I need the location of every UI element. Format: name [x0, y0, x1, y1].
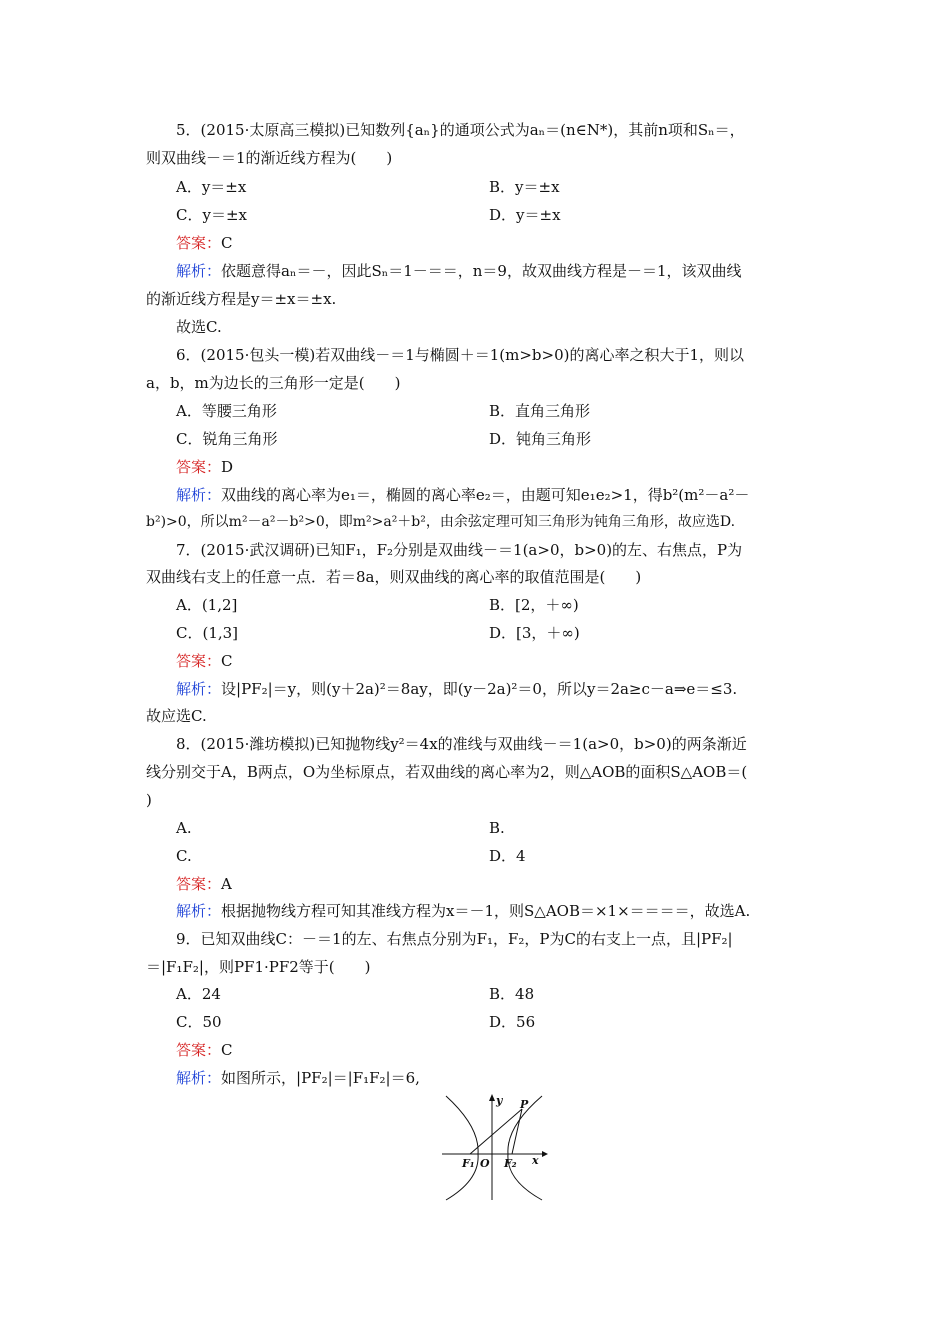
q7-option-d: D．[3，＋∞): [489, 624, 580, 642]
q9-option-b: B．48: [489, 985, 535, 1003]
q8-option-d: D．4: [489, 847, 526, 865]
q8-option-b: B.: [489, 819, 505, 837]
q8-stem-line1: 8．(2015·潍坊模拟)已知抛物线y²＝4x的准线与双曲线－＝1(a>0，b>0)的两条渐近: [176, 735, 747, 753]
answer-value: C: [221, 234, 233, 252]
explanation-text: 设|PF₂|＝y，则(y＋2a)²＝8ay，即(y－2a)²＝0，所以y＝2a≥c－a⇒e＝≤3.: [221, 680, 738, 698]
label-f1: F₁: [462, 1157, 475, 1170]
hyperbola-figure: [440, 1092, 550, 1202]
label-f2: F₂: [504, 1157, 517, 1170]
q5-explanation-line3: 故选C.: [176, 318, 222, 336]
q9-option-d: D．56: [489, 1013, 536, 1031]
q7-option-a: A．(1,2]: [176, 596, 238, 614]
q7-answer: [176, 651, 233, 671]
q9-explanation-line1: [176, 1068, 420, 1088]
q6-option-d: D．钝角三角形: [489, 430, 592, 448]
q5-option-d: D．y＝±x: [489, 206, 561, 224]
q6-option-b: B．直角三角形: [489, 402, 591, 420]
label-x: x: [532, 1154, 539, 1167]
q7-explanation-line1: [176, 679, 737, 699]
q9-answer: [176, 1040, 233, 1060]
answer-value: C: [221, 1041, 233, 1059]
q6-explanation-line2: b²)>0，所以m²－a²－b²>0，即m²>a²＋b²，由余弦定理可知三角形为钝角三角形，故应选D.: [146, 514, 736, 530]
answer-label: 答案：: [176, 652, 222, 670]
answer-value: C: [221, 652, 233, 670]
x-axis-arrow: [542, 1151, 548, 1157]
q6-option-a: A．等腰三角形: [176, 402, 277, 420]
label-o: O: [480, 1157, 490, 1170]
q5-explanation-line2: 的渐近线方程是y＝±x＝±x.: [146, 290, 337, 308]
answer-label: 答案：: [176, 875, 222, 893]
explanation-label: 解析：: [176, 902, 222, 920]
q7-explanation-line2: 故应选C.: [146, 707, 207, 725]
q7-option-b: B．[2，＋∞): [489, 596, 579, 614]
explanation-label: 解析：: [176, 486, 222, 504]
q7-stem-line2: 双曲线右支上的任意一点．若＝8a，则双曲线的离心率的取值范围是( ): [146, 568, 642, 586]
q9-option-c: C．50: [176, 1013, 222, 1031]
q5-explanation-line1: [176, 261, 742, 281]
answer-label: 答案：: [176, 458, 222, 476]
answer-label: 答案：: [176, 1041, 222, 1059]
answer-value: D: [221, 458, 234, 476]
hyperbola-left-branch: [446, 1096, 478, 1200]
label-y: y: [496, 1094, 503, 1107]
q6-explanation-line1: [176, 485, 749, 505]
q5-option-a: A．y＝±x: [176, 178, 247, 196]
q7-stem-line1: 7．(2015·武汉调研)已知F₁，F₂分别是双曲线－＝1(a>0，b>0)的左、右焦点，P为: [176, 541, 743, 559]
answer-value: A: [221, 875, 232, 893]
q6-stem-line2: a，b，m为边长的三角形一定是( ): [146, 374, 401, 392]
q8-explanation-line1: [176, 901, 750, 921]
answer-label: 答案：: [176, 234, 222, 252]
q9-stem-line2: ＝|F₁F₂|，则PF1·PF2等于( ): [146, 958, 371, 976]
explanation-label: 解析：: [176, 1069, 222, 1087]
y-axis-arrow: [489, 1094, 495, 1101]
q5-stem-line2: 则双曲线－＝1的渐近线方程为( ): [146, 149, 393, 167]
q6-stem-line1: 6．(2015·包头一模)若双曲线－＝1与椭圆＋＝1(m>b>0)的离心率之积大于1，则以: [176, 346, 745, 364]
q8-answer: [176, 874, 232, 894]
q6-option-c: C．锐角三角形: [176, 430, 278, 448]
q5-stem-line1: 5．(2015·太原高三模拟)已知数列{aₙ}的通项公式为aₙ＝(n∈N*)，其前n项和Sₙ＝，: [176, 121, 745, 139]
segment-f1-p: [470, 1109, 522, 1154]
explanation-text: 双曲线的离心率为e₁＝，椭圆的离心率e₂＝，由题可知e₁e₂>1，得b²(m²－a²－: [221, 486, 750, 504]
q5-answer: [176, 233, 233, 253]
q8-stem-line3: ): [146, 791, 152, 809]
q5-option-b: B．y＝±x: [489, 178, 560, 196]
explanation-label: 解析：: [176, 262, 222, 280]
explanation-text: 如图所示，|PF₂|＝|F₁F₂|＝6,: [221, 1069, 420, 1087]
explanation-text: 依题意得aₙ＝－，因此Sₙ＝1－＝＝，n＝9，故双曲线方程是－＝1，该双曲线: [221, 262, 742, 280]
explanation-label: 解析：: [176, 680, 222, 698]
label-p: P: [520, 1098, 529, 1111]
q7-option-c: C．(1,3]: [176, 624, 239, 642]
q9-stem-line1: 9．已知双曲线C：－＝1的左、右焦点分别为F₁，F₂，P为C的右支上一点，且|PF₂|: [176, 930, 733, 948]
q6-answer: [176, 457, 233, 477]
q9-option-a: A．24: [176, 985, 221, 1003]
q8-option-a: A.: [176, 819, 192, 837]
q8-option-c: C.: [176, 847, 192, 865]
q5-option-c: C．y＝±x: [176, 206, 247, 224]
explanation-text: 根据抛物线方程可知其准线方程为x＝－1，则S△AOB＝×1×＝＝＝＝，故选A.: [221, 902, 751, 920]
q8-stem-line2: 线分别交于A，B两点，O为坐标原点，若双曲线的离心率为2，则△AOB的面积S△AOB＝(: [146, 763, 748, 781]
